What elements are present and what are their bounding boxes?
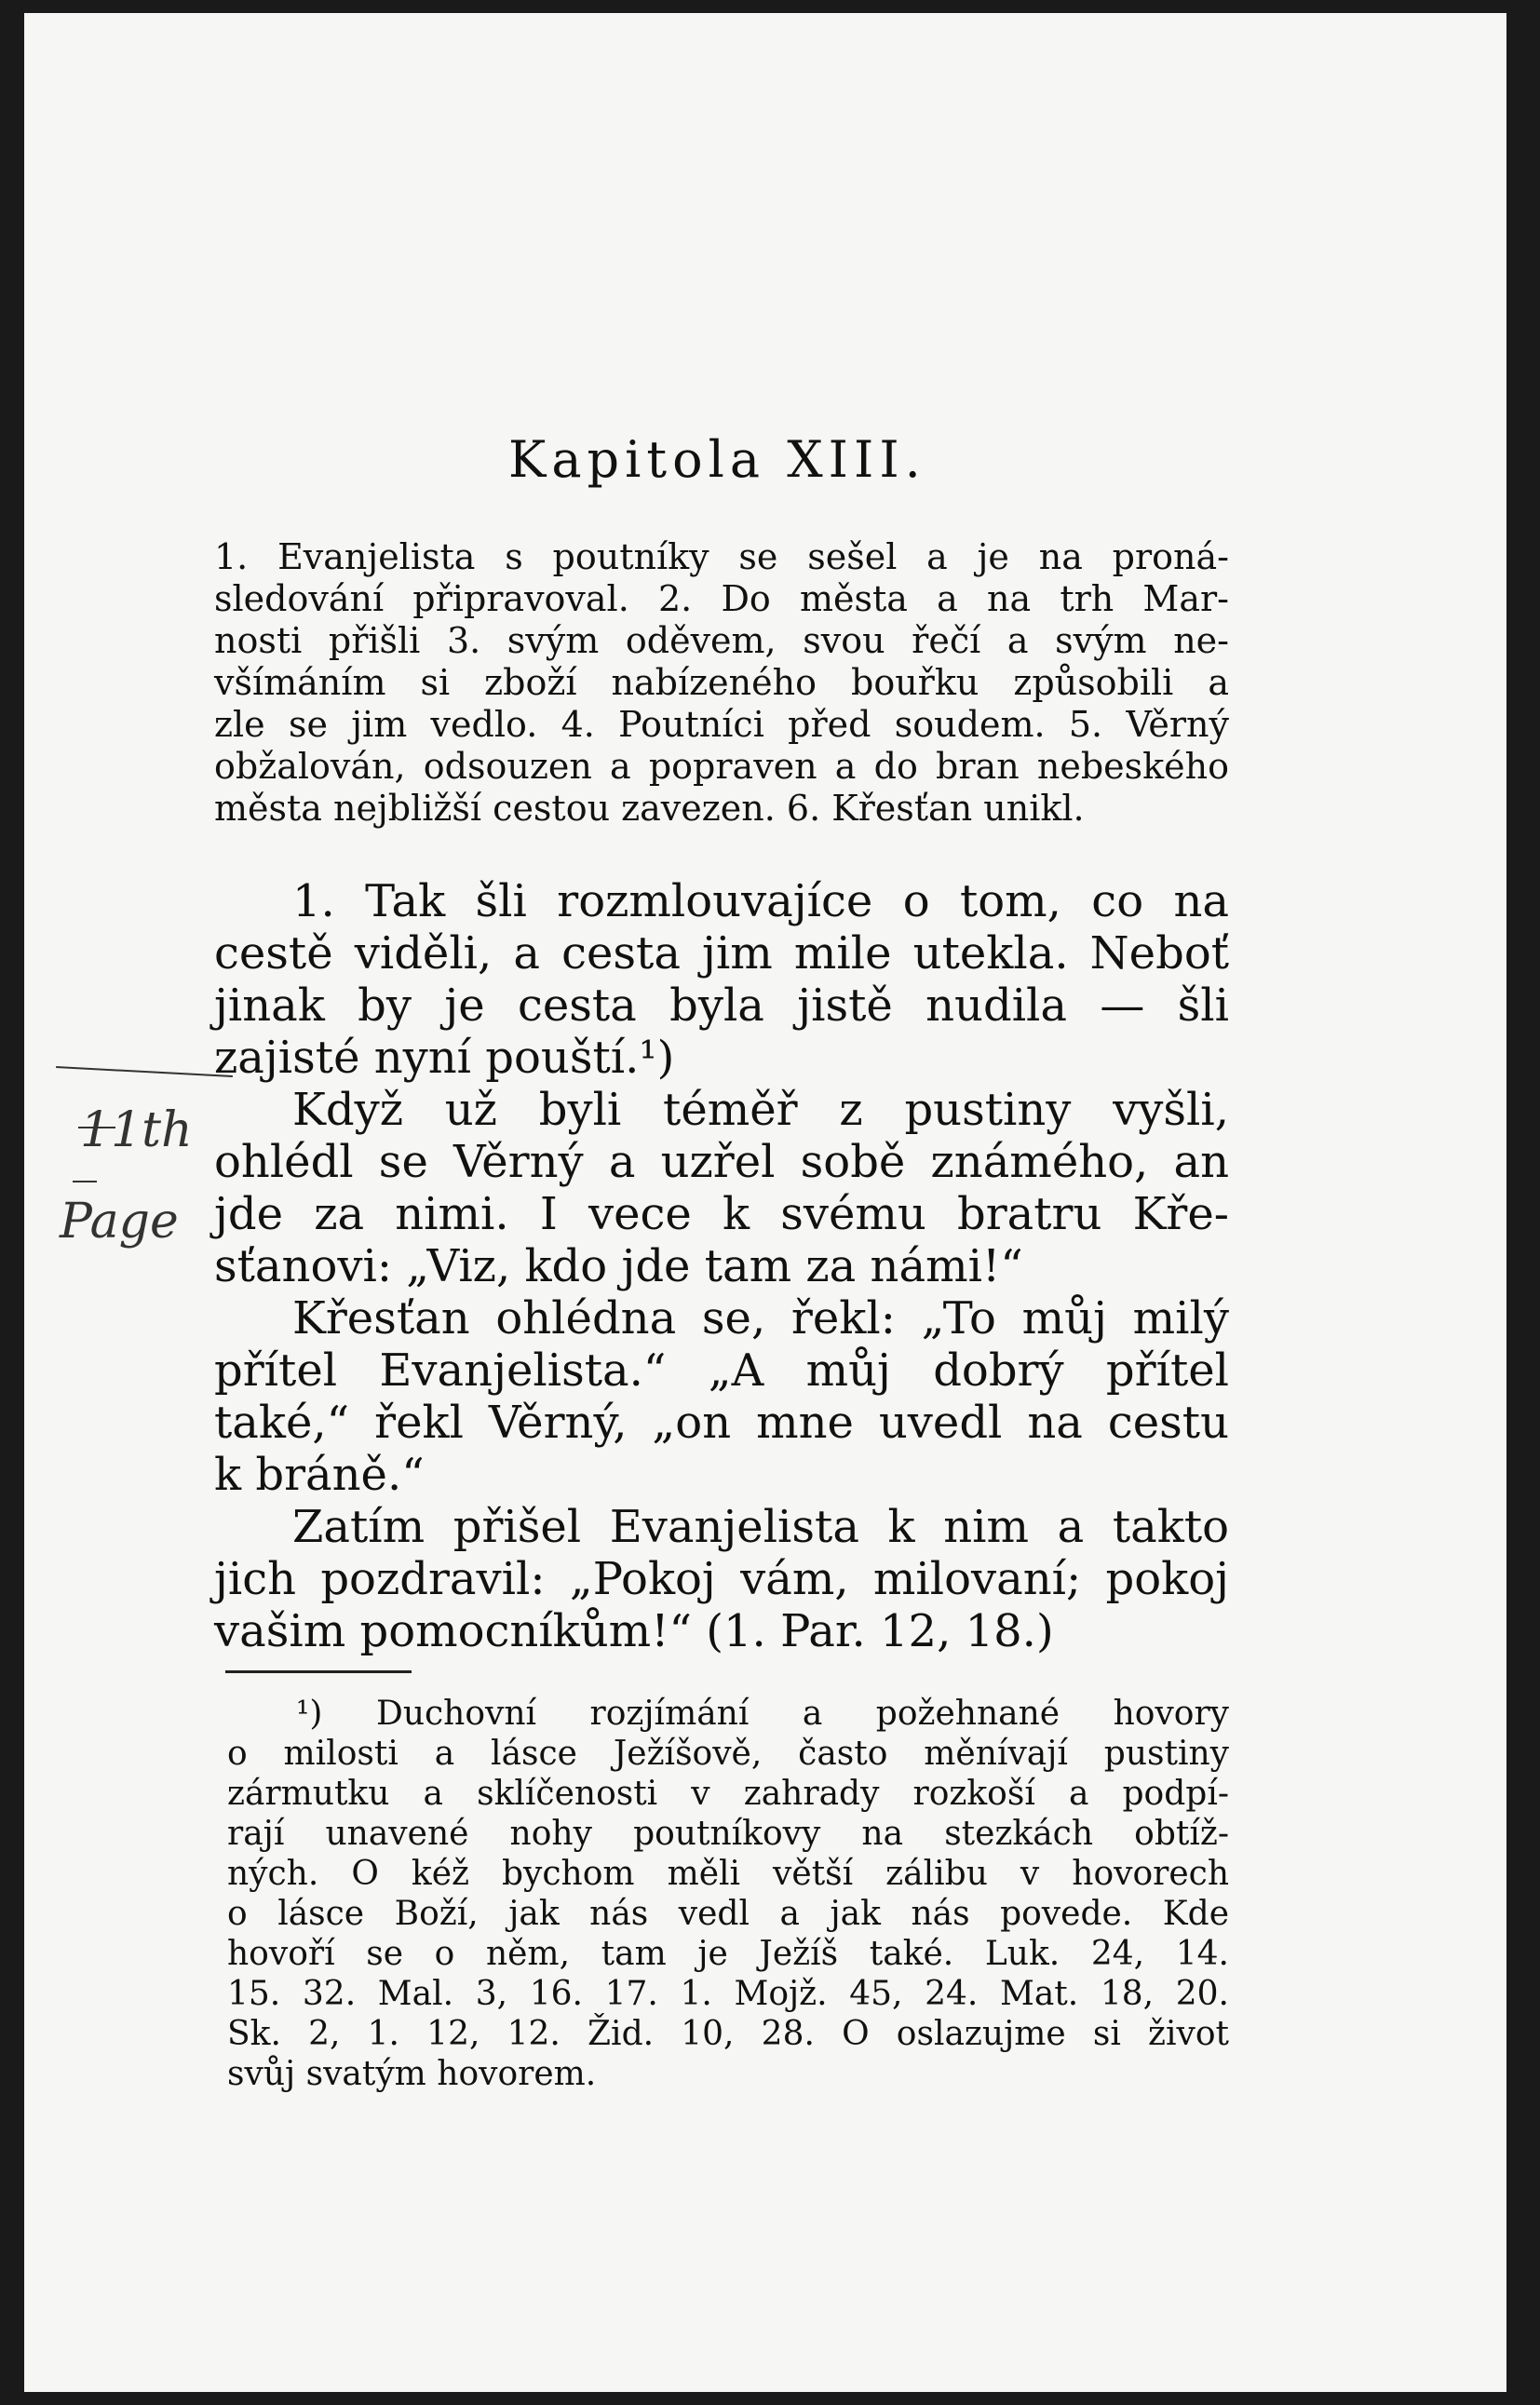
- footnote-line: ¹) Duchovní rozjímání a požehnané hovory: [296, 1695, 1229, 1733]
- body-line: ohlédl se Věrný a uzřel sobě známého, an: [214, 1136, 1229, 1188]
- book-page: [24, 13, 1506, 2392]
- summary-line: 1. Evanjelista s poutníky se sešel a je na proná-: [214, 536, 1229, 577]
- summary-line: obžalován, odsouzen a popraven a do bran nebeského: [214, 746, 1229, 787]
- margin-stroke: [56, 1066, 233, 1077]
- body-line: cestě viděli, a cesta jim mile utekla. Neboť: [214, 927, 1229, 980]
- footnote-line: zármutku a sklíčenosti v zahrady rozkoší a podpí-: [227, 1775, 1229, 1813]
- handwritten-note: Page: [60, 1194, 179, 1250]
- handwritten-note: 11th: [80, 1102, 193, 1158]
- footnote-line: hovoří se o něm, tam je Ježíš také. Luk. 24, 14.: [227, 1935, 1229, 1973]
- body-line: také,“ řekl Věrný, „on mne uvedl na cestu: [214, 1397, 1229, 1449]
- chapter-heading: Kapitola XIII.: [508, 430, 926, 489]
- summary-line: města nejbližší cestou zavezen. 6. Křesťan unikl.: [214, 788, 1085, 829]
- body-line: sťanovi: „Viz, kdo jde tam za námi!“: [214, 1240, 1023, 1292]
- footnote-line: svůj svatým hovorem.: [227, 2055, 597, 2093]
- summary-line: všímáním si zboží nabízeného bouřku způsobili a: [214, 662, 1229, 703]
- body-line: k bráně.“: [214, 1449, 425, 1501]
- footnote-line: ných. O kéž bychom měli větší zálibu v hovorech: [227, 1855, 1229, 1893]
- body-line: jde za nimi. I vece k svému bratru Kře-: [214, 1188, 1229, 1240]
- footnote-line: o lásce Boží, jak nás vedl a jak nás povede. Kde: [227, 1895, 1229, 1933]
- summary-line: sledování připravoval. 2. Do města a na trh Mar-: [214, 578, 1229, 619]
- margin-stroke: [73, 1181, 97, 1182]
- body-line: Křesťan ohlédna se, řekl: „To můj milý: [292, 1292, 1229, 1344]
- body-line: jinak by je cesta byla jistě nudila — šli: [214, 980, 1229, 1032]
- body-line: Zatím přišel Evanjelista k nim a takto: [292, 1501, 1229, 1553]
- summary-line: zle se jim vedlo. 4. Poutníci před soudem. 5. Věrný: [214, 704, 1229, 745]
- footnote-line: 15. 32. Mal. 3, 16. 17. 1. Mojž. 45, 24. Mat. 18, 20.: [227, 1975, 1229, 2013]
- footnote-line: o milosti a lásce Ježíšově, často měnívají pustiny: [227, 1735, 1229, 1773]
- body-line: 1. Tak šli rozmlouvajíce o tom, co na: [292, 875, 1229, 927]
- body-line: vašim pomocníkům!“ (1. Par. 12, 18.): [214, 1605, 1054, 1657]
- footnote-line: rají unavené nohy poutníkovy na stezkách obtíž-: [227, 1815, 1229, 1853]
- footnote-rule: [225, 1670, 412, 1673]
- body-line: Když už byli téměř z pustiny vyšli,: [292, 1084, 1229, 1136]
- body-line: zajisté nyní pouští.¹): [214, 1032, 675, 1084]
- body-line: přítel Evanjelista.“ „A můj dobrý přítel: [214, 1344, 1229, 1397]
- summary-line: nosti přišli 3. svým oděvem, svou řečí a svým ne-: [214, 620, 1229, 661]
- body-line: jich pozdravil: „Pokoj vám, milovaní; pokoj: [214, 1553, 1229, 1605]
- footnote-line: Sk. 2, 1. 12, 12. Žid. 10, 28. O oslazujme si život: [227, 2015, 1229, 2053]
